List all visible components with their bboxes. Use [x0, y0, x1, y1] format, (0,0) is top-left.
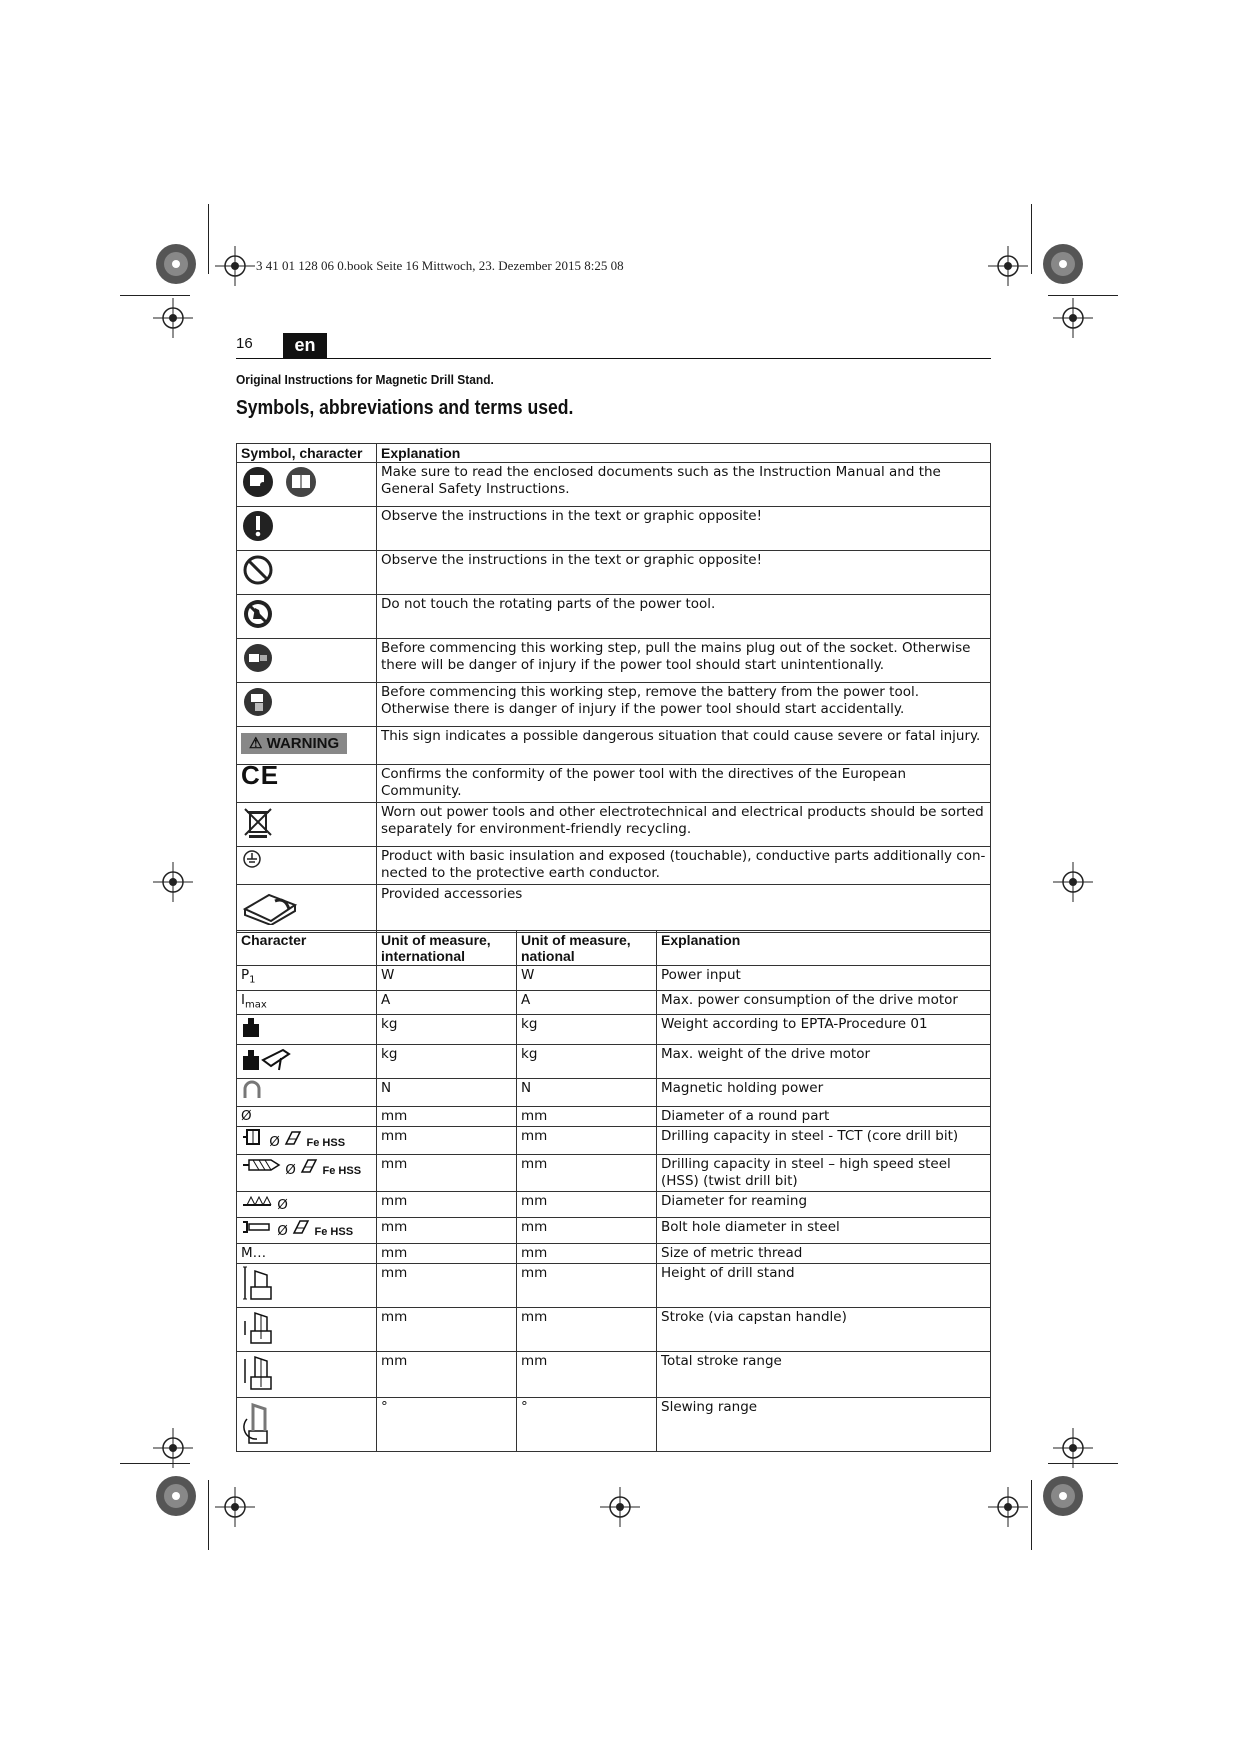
explanation-cell: Weight according to EPTA-Procedure 01: [657, 1015, 991, 1045]
table-row: [237, 765, 991, 803]
weight-icon: [241, 1016, 261, 1038]
explanation-cell: This sign indicates a possible dangerous situation that could cause severe or fatal injury.: [377, 727, 991, 765]
table-row: [237, 1264, 991, 1308]
explanation-cell: Drilling capacity in steel - TCT (core drill bit): [657, 1127, 991, 1155]
character-cell: Ø: [237, 1107, 377, 1127]
explanation-cell: Worn out power tools and other electrotechnical and electrical products should be sorted separately for environment-friendly recycling.: [377, 803, 991, 847]
character-cell: $I_{max}$: [237, 990, 377, 1015]
steel-icon: [300, 1158, 318, 1174]
character-cell: [237, 1398, 377, 1452]
explanation-cell: Max. power consumption of the drive motor: [657, 990, 991, 1015]
core-drill-icon: [241, 1128, 265, 1146]
crosshair-icon: [988, 246, 1028, 286]
crosshair-icon: [153, 1428, 193, 1468]
prohibition-icon: [241, 553, 275, 587]
unplug-icon: [241, 641, 275, 675]
explanation-cell: Size of metric thread: [657, 1244, 991, 1264]
stroke-icon: [241, 1309, 275, 1345]
unit-national-cell: kg: [517, 1045, 657, 1079]
table-row: [237, 595, 991, 639]
table-row: [237, 1308, 991, 1352]
read-manual-icon: [241, 465, 321, 499]
rosette-icon: [155, 243, 197, 285]
explanation-cell: Before commencing this working step, remove the battery from the power tool. Otherwise there is danger of injury if the power tool should start accidentally.: [377, 683, 991, 727]
crosshair-icon: [600, 1487, 640, 1527]
rosette-icon: [1042, 1475, 1084, 1517]
header-rule: [236, 358, 991, 359]
unit-national-cell: mm: [517, 1127, 657, 1155]
protective-earth-icon: [241, 849, 265, 871]
explanation-cell: Do not touch the rotating parts of the power tool.: [377, 595, 991, 639]
crosshair-icon: [153, 298, 193, 338]
warning-label-text: WARNING: [266, 735, 340, 752]
explanation-cell: Diameter for reaming: [657, 1192, 991, 1218]
unit-national-cell: mm: [517, 1107, 657, 1127]
crosshair-icon: [215, 246, 255, 286]
language-badge: en: [283, 333, 327, 358]
character-cell: Ø Fe HSS: [237, 1127, 377, 1155]
twist-drill-icon: [241, 1156, 281, 1174]
unit-national-cell: kg: [517, 1015, 657, 1045]
rosette-icon: [155, 1475, 197, 1517]
crosshair-icon: [1053, 298, 1093, 338]
character-cell: Ø Fe HSS: [237, 1218, 377, 1244]
book-file-tag: 3 41 01 128 06 0.book Seite 16 Mittwoch, 23. Dezember 2015 8:25 08: [256, 258, 624, 273]
unit-national-cell: mm: [517, 1244, 657, 1264]
unit-national-cell: mm: [517, 1192, 657, 1218]
character-cell: M…: [237, 1244, 377, 1264]
header-cell: Explanation: [377, 444, 991, 463]
accessories-icon: [241, 887, 301, 925]
character-cell: [237, 1015, 377, 1045]
unit-national-cell: mm: [517, 1264, 657, 1308]
unit-international-cell: mm: [377, 1264, 517, 1308]
header-cell: Symbol, character: [237, 444, 377, 463]
table-row: [237, 803, 991, 847]
crosshair-icon: [153, 862, 193, 902]
unit-international-cell: mm: [377, 1127, 517, 1155]
unit-international-cell: kg: [377, 1015, 517, 1045]
explanation-cell: Max. weight of the drive motor: [657, 1045, 991, 1079]
table-row: [237, 966, 991, 991]
table-row: [237, 1244, 991, 1264]
steel-icon: [284, 1130, 302, 1146]
exclamation-icon: [241, 509, 275, 543]
table-row: [237, 639, 991, 683]
unit-national-cell: N: [517, 1079, 657, 1107]
unit-national-cell: mm: [517, 1155, 657, 1192]
explanation-cell: Make sure to read the enclosed documents such as the Instruction Manual and the General Safety Instructions.: [377, 463, 991, 507]
magnet-icon: [241, 1080, 263, 1100]
table-row: [237, 1079, 991, 1107]
table-header-row: [237, 931, 991, 966]
unit-international-cell: mm: [377, 1192, 517, 1218]
table-header-row: [237, 444, 991, 463]
table-row: [237, 1155, 991, 1192]
steel-icon: [292, 1219, 310, 1235]
crosshair-icon: [215, 1487, 255, 1527]
character-cell: [237, 1264, 377, 1308]
unit-international-cell: mm: [377, 1218, 517, 1244]
unit-international-cell: N: [377, 1079, 517, 1107]
unit-international-cell: A: [377, 990, 517, 1015]
unit-international-cell: mm: [377, 1244, 517, 1264]
table-row: [237, 1398, 991, 1452]
table-row: [237, 885, 991, 933]
header-cell: Explanation: [657, 931, 991, 966]
page-number: 16: [236, 335, 253, 352]
unit-international-cell: kg: [377, 1045, 517, 1079]
header-cell: Character: [237, 931, 377, 966]
character-cell: [237, 1045, 377, 1079]
weight-motor-icon: [241, 1046, 297, 1072]
bolt-hole-icon: [241, 1219, 273, 1235]
explanation-cell: Slewing range: [657, 1398, 991, 1452]
explanation-cell: Observe the instructions in the text or graphic opposite!: [377, 551, 991, 595]
table-row: [237, 1352, 991, 1398]
slewing-icon: [241, 1399, 275, 1445]
character-cell: [237, 1352, 377, 1398]
page-title: Symbols, abbreviations and terms used.: [236, 397, 574, 419]
table-row: [237, 507, 991, 551]
crosshair-icon: [1053, 862, 1093, 902]
header-cell: Unit of measure, international: [377, 931, 517, 966]
units-table: [236, 930, 991, 1452]
document-subtitle: Original Instructions for Magnetic Drill Stand.: [236, 372, 494, 387]
table-row: [237, 847, 991, 885]
unit-national-cell: W: [517, 966, 657, 991]
unit-international-cell: mm: [377, 1352, 517, 1398]
unit-international-cell: °: [377, 1398, 517, 1452]
explanation-cell: Observe the instructions in the text or graphic opposite!: [377, 507, 991, 551]
reamer-icon: [241, 1193, 273, 1209]
unit-national-cell: °: [517, 1398, 657, 1452]
table-row: [237, 1127, 991, 1155]
explanation-cell: Height of drill stand: [657, 1264, 991, 1308]
table-row: [237, 1015, 991, 1045]
unit-national-cell: mm: [517, 1352, 657, 1398]
stand-height-icon: [241, 1265, 275, 1301]
ce-mark: CE: [241, 760, 280, 790]
explanation-cell: Stroke (via capstan handle): [657, 1308, 991, 1352]
weee-bin-icon: [241, 805, 275, 839]
table-row: [237, 727, 991, 765]
unit-international-cell: mm: [377, 1155, 517, 1192]
explanation-cell: Bolt hole diameter in steel: [657, 1218, 991, 1244]
table-row: [237, 551, 991, 595]
warning-label: ⚠ WARNING: [241, 733, 347, 754]
do-not-touch-icon: [241, 597, 275, 631]
table-row: [237, 463, 991, 507]
table-row: [237, 990, 991, 1015]
unit-national-cell: mm: [517, 1308, 657, 1352]
explanation-cell: Drilling capacity in steel – high speed steel (HSS) (twist drill bit): [657, 1155, 991, 1192]
header-cell: Unit of measure, national: [517, 931, 657, 966]
remove-battery-icon: [241, 685, 275, 719]
explanation-cell: Power input: [657, 966, 991, 991]
total-stroke-icon: [241, 1353, 275, 1391]
unit-national-cell: A: [517, 990, 657, 1015]
unit-international-cell: W: [377, 966, 517, 991]
table-row: [237, 683, 991, 727]
symbols-table: [236, 443, 991, 933]
unit-international-cell: mm: [377, 1107, 517, 1127]
character-cell: $P_1$: [237, 966, 377, 991]
crosshair-icon: [1053, 1428, 1093, 1468]
table-row: [237, 1192, 991, 1218]
explanation-cell: Diameter of a round part: [657, 1107, 991, 1127]
character-cell: [237, 1079, 377, 1107]
character-cell: [237, 1308, 377, 1352]
explanation-cell: Product with basic insulation and exposed (touchable), conductive parts additionally con-nected to the protective earth conductor.: [377, 847, 991, 885]
explanation-cell: Magnetic holding power: [657, 1079, 991, 1107]
explanation-cell: Provided accessories: [377, 885, 991, 933]
explanation-cell: Confirms the conformity of the power tool with the directives of the European Community.: [377, 765, 991, 803]
explanation-cell: Before commencing this working step, pull the mains plug out of the socket. Otherwise there will be danger of injury if the power tool should start unintentionally.: [377, 639, 991, 683]
table-row: [237, 1218, 991, 1244]
table-row: [237, 1045, 991, 1079]
unit-national-cell: mm: [517, 1218, 657, 1244]
explanation-cell: Total stroke range: [657, 1352, 991, 1398]
unit-international-cell: mm: [377, 1308, 517, 1352]
character-cell: Ø Fe HSS: [237, 1155, 377, 1192]
table-row: [237, 1107, 991, 1127]
rosette-icon: [1042, 243, 1084, 285]
crosshair-icon: [988, 1487, 1028, 1527]
character-cell: Ø: [237, 1192, 377, 1218]
